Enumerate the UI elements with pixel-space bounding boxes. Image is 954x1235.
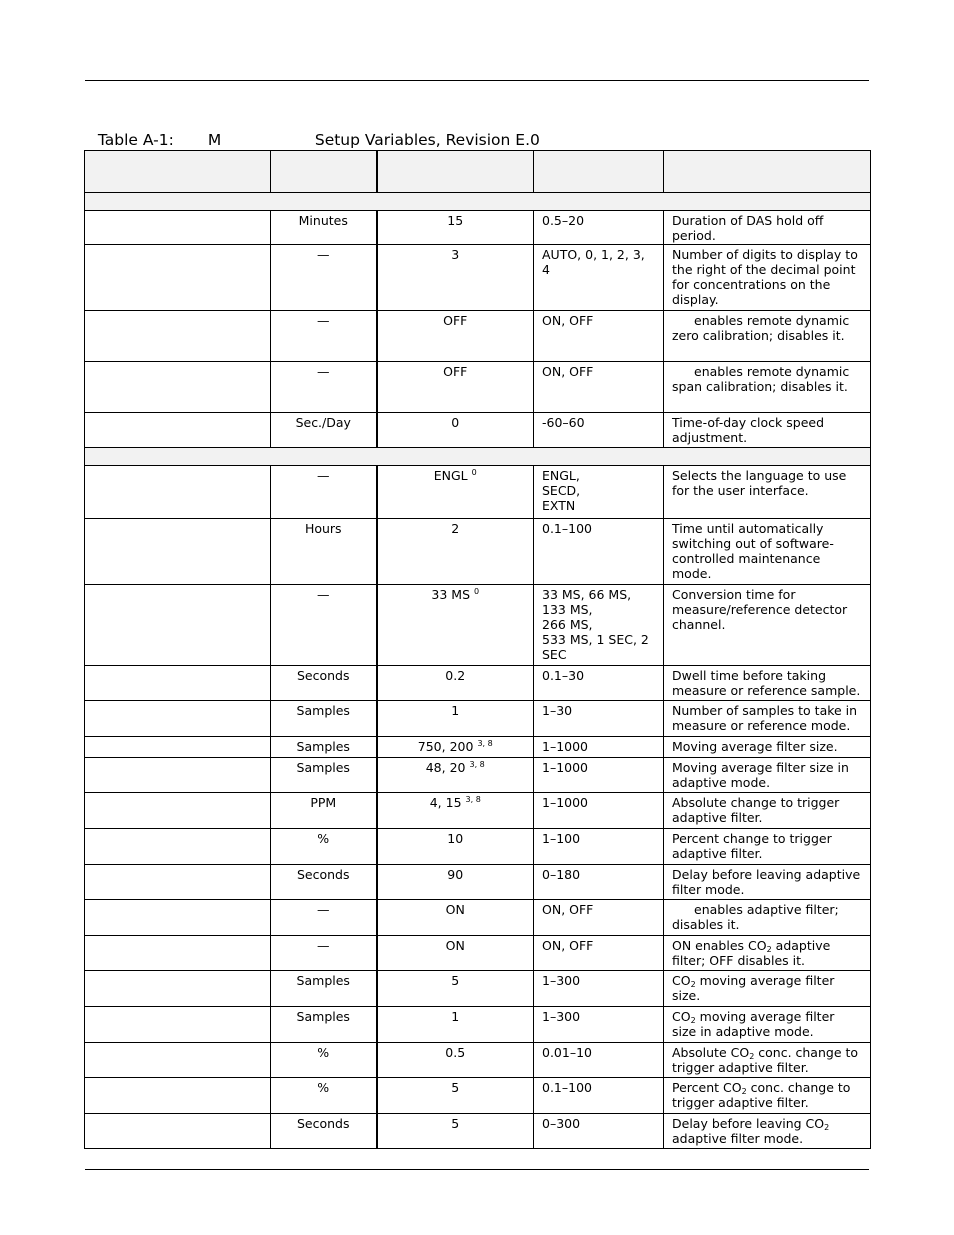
cell-name [85,1078,271,1114]
header-cell-range [534,151,664,193]
default-value: 3 [451,247,460,262]
cell-name [85,519,271,585]
cell-default [377,900,534,936]
default-value: 5 [451,973,460,988]
default-value: 90 [447,867,464,882]
cell-units: — [271,245,377,311]
default-value: 1 [451,1009,460,1024]
cell-default [377,1078,534,1114]
cell-units: % [271,1043,377,1078]
table-row [85,1114,871,1149]
cell-units: — [271,585,377,666]
cell-name [85,865,271,900]
table-row [85,865,871,900]
cell-units: Hours [271,519,377,585]
table-row [85,900,871,936]
table-row [85,519,871,585]
cell-default [377,865,534,900]
cell-default [377,701,534,737]
cell-units: Samples [271,758,377,793]
cell-default [377,311,534,362]
cell-default [377,1114,534,1149]
table-row [85,829,871,865]
cell-name [85,585,271,666]
cell-units: Minutes [271,211,377,245]
default-value: 1 [451,703,460,718]
cell-description: enables remote dynamic span calibration; disables it. [664,362,871,413]
cell-units: — [271,936,377,971]
table-row [85,311,871,362]
header-cell-default [377,151,534,193]
cell-range: 0.01–10 [534,1043,664,1078]
cell-range: 1–300 [534,971,664,1007]
cell-name [85,793,271,829]
cell-units: PPM [271,793,377,829]
default-value: ENGL [433,468,468,483]
cell-default [377,758,534,793]
cell-name [85,1043,271,1078]
cell-description: enables remote dynamic zero calibration; disables it. [664,311,871,362]
cell-name [85,311,271,362]
cell-description: $CO_2$ moving average filter size in adaptive mode. [664,1007,871,1043]
table-row [85,466,871,519]
header-cell-name [85,151,271,193]
cell-default [377,793,534,829]
default-value: 0 [451,415,460,430]
cell-name [85,466,271,519]
cell-units: % [271,829,377,865]
table-section-row [85,193,871,211]
cell-name [85,900,271,936]
header-rule [85,80,869,81]
default-value: 5 [451,1080,460,1095]
cell-range: 1–1000 [534,737,664,758]
cell-description: Duration of DAS hold off period. [664,211,871,245]
cell-default [377,413,534,448]
cell-range: ON, OFF [534,900,664,936]
cell-range: 0–300 [534,1114,664,1149]
cell-range: 0.1–100 [534,1078,664,1114]
cell-range: ENGL, SECD, EXTN [534,466,664,519]
table-row [85,585,871,666]
table-row [85,245,871,311]
cell-range: ON, OFF [534,936,664,971]
cell-description: Absolute $CO_2$ conc. change to trigger adaptive filter. [664,1043,871,1078]
cell-units: — [271,311,377,362]
cell-range: 0–180 [534,865,664,900]
header-cell-units [271,151,377,193]
table-row [85,362,871,413]
cell-default [377,666,534,701]
cell-range: 1–30 [534,701,664,737]
cell-range: 33 MS, 66 MS, 133 MS, 266 MS, 533 MS, 1 SEC, 2 SEC [534,585,664,666]
default-value: 4, 15 [429,795,462,810]
default-value: 5 [451,1116,460,1131]
cell-units: Seconds [271,865,377,900]
default-value: 10 [447,831,464,846]
default-footnote: 3, 8 [477,739,493,748]
caption-title: Setup Variables, Revision E.0 [314,131,540,149]
cell-range: ON, OFF [534,311,664,362]
default-footnote: 0 [471,468,477,477]
cell-units: % [271,1078,377,1114]
default-value: 0.5 [445,1045,466,1060]
cell-default [377,829,534,865]
cell-default [377,211,534,245]
table-row [85,211,871,245]
cell-description: Number of samples to take in measure or reference mode. [664,701,871,737]
table-row [85,936,871,971]
default-value: 48, 20 [425,760,466,775]
table-row [85,701,871,737]
cell-description: Number of digits to display to the right of the decimal point for concentrations on the display. [664,245,871,311]
cell-description: Absolute change to trigger adaptive filter. [664,793,871,829]
cell-default [377,971,534,1007]
default-footnote: 0 [474,587,480,596]
cell-units: — [271,466,377,519]
cell-range: ON, OFF [534,362,664,413]
cell-units: Samples [271,737,377,758]
table-header-row [85,151,871,193]
default-value: OFF [443,313,468,328]
cell-description: Moving average filter size. [664,737,871,758]
caption-label: Table A-1: [97,131,174,149]
cell-name [85,971,271,1007]
cell-name [85,245,271,311]
cell-units: — [271,362,377,413]
default-value: OFF [443,364,468,379]
table-row [85,1007,871,1043]
cell-name [85,666,271,701]
cell-units: Samples [271,971,377,1007]
cell-default [377,519,534,585]
cell-name [85,936,271,971]
table-row [85,1043,871,1078]
table-row [85,793,871,829]
cell-description: Moving average filter size in adaptive mode. [664,758,871,793]
cell-name [85,1007,271,1043]
cell-range: -60–60 [534,413,664,448]
cell-description: $CO_2$ moving average filter size. [664,971,871,1007]
cell-description: Dwell time before taking measure or reference sample. [664,666,871,701]
default-value: ON [445,902,465,917]
section-cell [85,193,871,211]
header-cell-description [664,151,871,193]
cell-units: Samples [271,1007,377,1043]
default-value: ON [445,938,465,953]
cell-units: Samples [271,701,377,737]
cell-name [85,758,271,793]
cell-range: 1–300 [534,1007,664,1043]
table-row [85,413,871,448]
cell-default [377,585,534,666]
cell-units: Sec./Day [271,413,377,448]
footer-rule [85,1169,869,1170]
default-footnote: 3, 8 [469,760,485,769]
cell-description: Selects the language to use for the user interface. [664,466,871,519]
cell-description: enables adaptive filter; disables it. [664,900,871,936]
cell-name [85,211,271,245]
cell-description: ON enables $CO_2$ adaptive filter; OFF disables it. [664,936,871,971]
default-value: 750, 200 [417,739,474,754]
cell-name [85,737,271,758]
cell-name [85,362,271,413]
cell-default [377,1043,534,1078]
table-row [85,971,871,1007]
cell-units: — [271,900,377,936]
table-section-row [85,448,871,466]
table-row [85,1078,871,1114]
table-body [85,193,871,1149]
table-caption [88,113,540,149]
cell-range: 1–100 [534,829,664,865]
table-row [85,758,871,793]
default-value: 15 [447,213,464,228]
cell-units: Seconds [271,666,377,701]
cell-units: Seconds [271,1114,377,1149]
cell-range: 0.5–20 [534,211,664,245]
cell-description: Time until automatically switching out of software-controlled maintenance mode. [664,519,871,585]
default-value: 0.2 [445,668,466,683]
cell-name [85,413,271,448]
cell-default [377,245,534,311]
cell-default [377,936,534,971]
cell-range: AUTO, 0, 1, 2, 3, 4 [534,245,664,311]
table-row [85,666,871,701]
cell-default [377,737,534,758]
cell-range: 0.1–30 [534,666,664,701]
section-cell [85,448,871,466]
setup-variables-table [84,150,871,1149]
cell-description: Percent change to trigger adaptive filter. [664,829,871,865]
default-value: 33 MS [431,587,471,602]
table-row [85,737,871,758]
cell-description: Delay before leaving $CO_2$ adaptive filter mode. [664,1114,871,1149]
cell-description: Delay before leaving adaptive filter mode. [664,865,871,900]
default-footnote: 3, 8 [465,795,481,804]
cell-default [377,1007,534,1043]
cell-description: Conversion time for measure/reference detector channel. [664,585,871,666]
caption-model: M [207,131,222,149]
cell-name [85,1114,271,1149]
cell-name [85,829,271,865]
cell-name [85,701,271,737]
cell-range: 1–1000 [534,758,664,793]
cell-description: Percent $CO_2$ conc. change to trigger adaptive filter. [664,1078,871,1114]
cell-default [377,466,534,519]
cell-range: 0.1–100 [534,519,664,585]
cell-description: Time-of-day clock speed adjustment. [664,413,871,448]
cell-range: 1–1000 [534,793,664,829]
default-value: 2 [451,521,460,536]
cell-default [377,362,534,413]
